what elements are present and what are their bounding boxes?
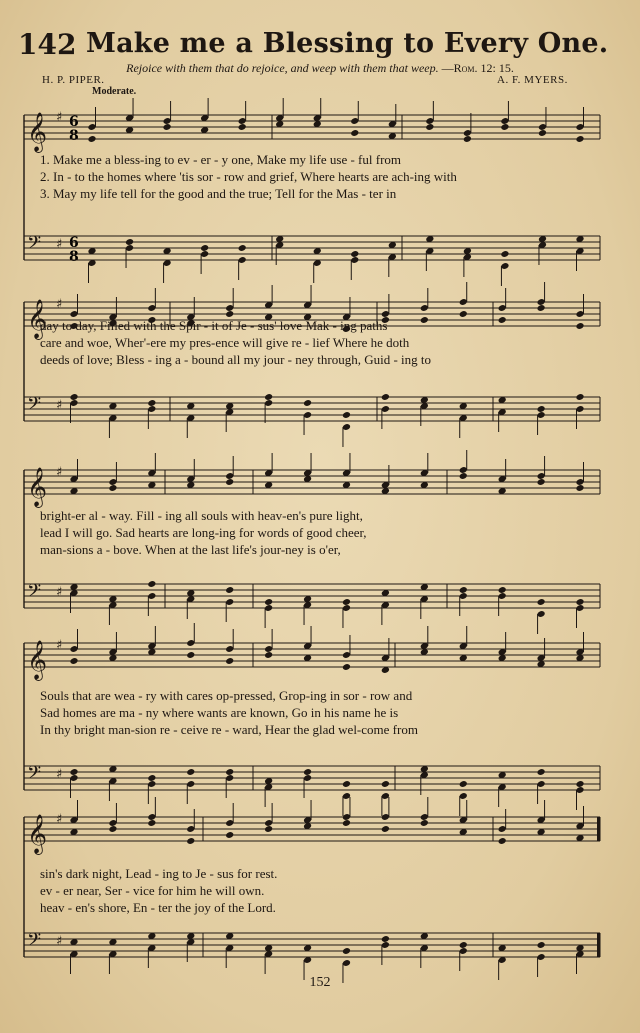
notehead — [225, 657, 234, 665]
notehead — [537, 478, 546, 486]
notehead — [342, 947, 351, 955]
lyric-line-verse-2: care and woe, Wher'-ere my pres-ence will give re - lief Where he doth — [40, 335, 410, 350]
time-signature-denominator-bass: 8 — [69, 249, 79, 265]
lyric-line-verse-2: lead I will go. Sad hearts are long-ing for words of good cheer, — [40, 525, 367, 540]
notehead — [381, 393, 390, 401]
lyric-line-verse-3: 3. May my life tell for the good and the true; Tell for the Mas - ter in — [40, 186, 397, 201]
notehead — [459, 780, 468, 788]
notehead — [459, 310, 468, 318]
notehead — [459, 586, 468, 594]
hymn-number: 142 — [18, 28, 77, 61]
notehead — [69, 768, 78, 776]
lyric-line-verse-3: deeds of love; Bless - ing a - bound all my jour - ney through, Guid - ing to — [40, 352, 432, 367]
notehead — [342, 598, 351, 606]
notehead — [342, 780, 351, 788]
tempo-marking: Moderate. — [92, 86, 137, 97]
notehead — [575, 393, 584, 401]
notehead — [225, 310, 234, 318]
key-signature-sharp-icon: ♯ — [56, 398, 63, 413]
notehead — [575, 598, 584, 606]
scripture-text: Rejoice with them that do rejoice, and weep with them that weep. — [126, 61, 439, 75]
time-signature-numerator-treble: 6 — [69, 114, 79, 130]
key-signature-sharp-icon: ♯ — [56, 465, 63, 480]
lyricist-credit: H. P. PIPER. — [42, 74, 105, 86]
notehead — [238, 123, 247, 131]
notehead — [303, 399, 312, 407]
notehead — [163, 123, 172, 131]
notehead — [200, 244, 209, 252]
notehead — [186, 837, 195, 845]
notehead — [69, 393, 78, 401]
final-barline — [597, 817, 600, 841]
treble-clef-icon: 𝄞 — [27, 299, 48, 339]
notehead — [238, 244, 247, 252]
notehead — [381, 825, 390, 833]
notehead — [342, 819, 351, 827]
page-number: 152 — [309, 975, 331, 990]
time-signature-denominator-treble: 8 — [69, 128, 79, 144]
bass-clef-icon: 𝄢 — [27, 233, 42, 258]
key-signature-sharp-icon: ♯ — [56, 237, 63, 252]
key-signature-sharp-icon: ♯ — [56, 110, 63, 125]
notehead — [350, 129, 359, 137]
notehead — [186, 651, 195, 659]
notehead — [342, 411, 351, 419]
bass-clef-icon: 𝄢 — [27, 581, 42, 606]
lyric-line-verse-1: sin's dark night, Lead - ing to Je - sus for rest. — [40, 866, 278, 881]
final-barline — [597, 933, 600, 957]
composer-credit: A. F. MYERS. — [497, 74, 568, 86]
key-signature-sharp-icon: ♯ — [56, 585, 63, 600]
notehead — [69, 657, 78, 665]
notehead — [87, 135, 96, 143]
lyric-line-verse-1: day to day, Filled with the Spir - it of Je - sus' love Mak - ing paths — [40, 318, 388, 333]
notehead — [147, 399, 156, 407]
notehead — [264, 651, 273, 659]
notehead — [264, 393, 273, 401]
notehead — [225, 768, 234, 776]
treble-clef-icon: 𝄞 — [27, 467, 48, 507]
key-signature-sharp-icon: ♯ — [56, 767, 63, 782]
notehead — [225, 478, 234, 486]
time-signature-numerator-bass: 6 — [69, 235, 79, 251]
bass-clef-icon: 𝄢 — [27, 763, 42, 788]
notehead — [350, 250, 359, 258]
notehead — [498, 586, 507, 594]
notehead — [498, 837, 507, 845]
lyric-line-verse-3: man-sions a - bove. When at the last life's jour-ney is o'er, — [40, 542, 341, 557]
lyric-line-verse-1: bright-er al - way. Fill - ing all souls with heav-en's pure light, — [40, 508, 363, 523]
notehead — [303, 768, 312, 776]
scripture-reference: —Rom. 12: 15. — [441, 61, 514, 75]
notehead — [381, 935, 390, 943]
notehead — [463, 135, 472, 143]
notehead — [575, 135, 584, 143]
notehead — [459, 941, 468, 949]
notehead — [537, 598, 546, 606]
lyric-line-verse-2: ev - er near, Ser - vice for him he will own. — [40, 883, 265, 898]
notehead — [225, 586, 234, 594]
key-signature-sharp-icon: ♯ — [56, 812, 63, 827]
notehead — [459, 472, 468, 480]
notehead — [264, 825, 273, 833]
hymn-title: Make me a Blessing to Every One. — [86, 28, 609, 59]
key-signature-sharp-icon: ♯ — [56, 638, 63, 653]
notehead — [500, 250, 509, 258]
notehead — [147, 774, 156, 782]
notehead — [425, 123, 434, 131]
notehead — [147, 819, 156, 827]
notehead — [575, 780, 584, 788]
key-signature-sharp-icon: ♯ — [56, 934, 63, 949]
notehead — [264, 598, 273, 606]
lyric-line-verse-1: Souls that are wea - ry with cares op-pressed, Grop-ing in sor - row and — [40, 688, 413, 703]
lyric-line-verse-2: Sad homes are ma - ny where wants are known, Go in his name he is — [40, 705, 399, 720]
notehead — [147, 580, 156, 588]
notehead — [125, 238, 134, 246]
bass-clef-icon: 𝄢 — [27, 930, 42, 955]
bass-clef-icon: 𝄢 — [27, 394, 42, 419]
treble-clef-icon: 𝄞 — [27, 814, 48, 854]
notehead — [225, 831, 234, 839]
treble-clef-icon: 𝄞 — [27, 112, 48, 152]
notehead — [420, 819, 429, 827]
notehead — [537, 768, 546, 776]
notehead — [537, 304, 546, 312]
notehead — [186, 768, 195, 776]
notehead — [108, 484, 117, 492]
notehead — [537, 941, 546, 949]
key-signature-sharp-icon: ♯ — [56, 297, 63, 312]
notehead — [108, 825, 117, 833]
notehead — [342, 663, 351, 671]
treble-clef-icon: 𝄞 — [27, 640, 48, 680]
notehead — [381, 780, 390, 788]
notehead — [537, 405, 546, 413]
notehead — [500, 123, 509, 131]
lyric-line-verse-3: In thy bright man-sion re - ceive re - ward, Hear the glad wel-come from — [40, 722, 418, 737]
notehead — [575, 484, 584, 492]
lyric-line-verse-3: heav - en's shore, En - ter the joy of the Lord. — [40, 900, 276, 915]
notehead — [538, 129, 547, 137]
lyric-line-verse-2: 2. In - to the homes where 'tis sor - row and grief, Where hearts are ach-ing with — [40, 169, 457, 184]
lyric-line-verse-1: 1. Make me a bless-ing to ev - er - y one, Make my life use - ful from — [40, 152, 402, 167]
